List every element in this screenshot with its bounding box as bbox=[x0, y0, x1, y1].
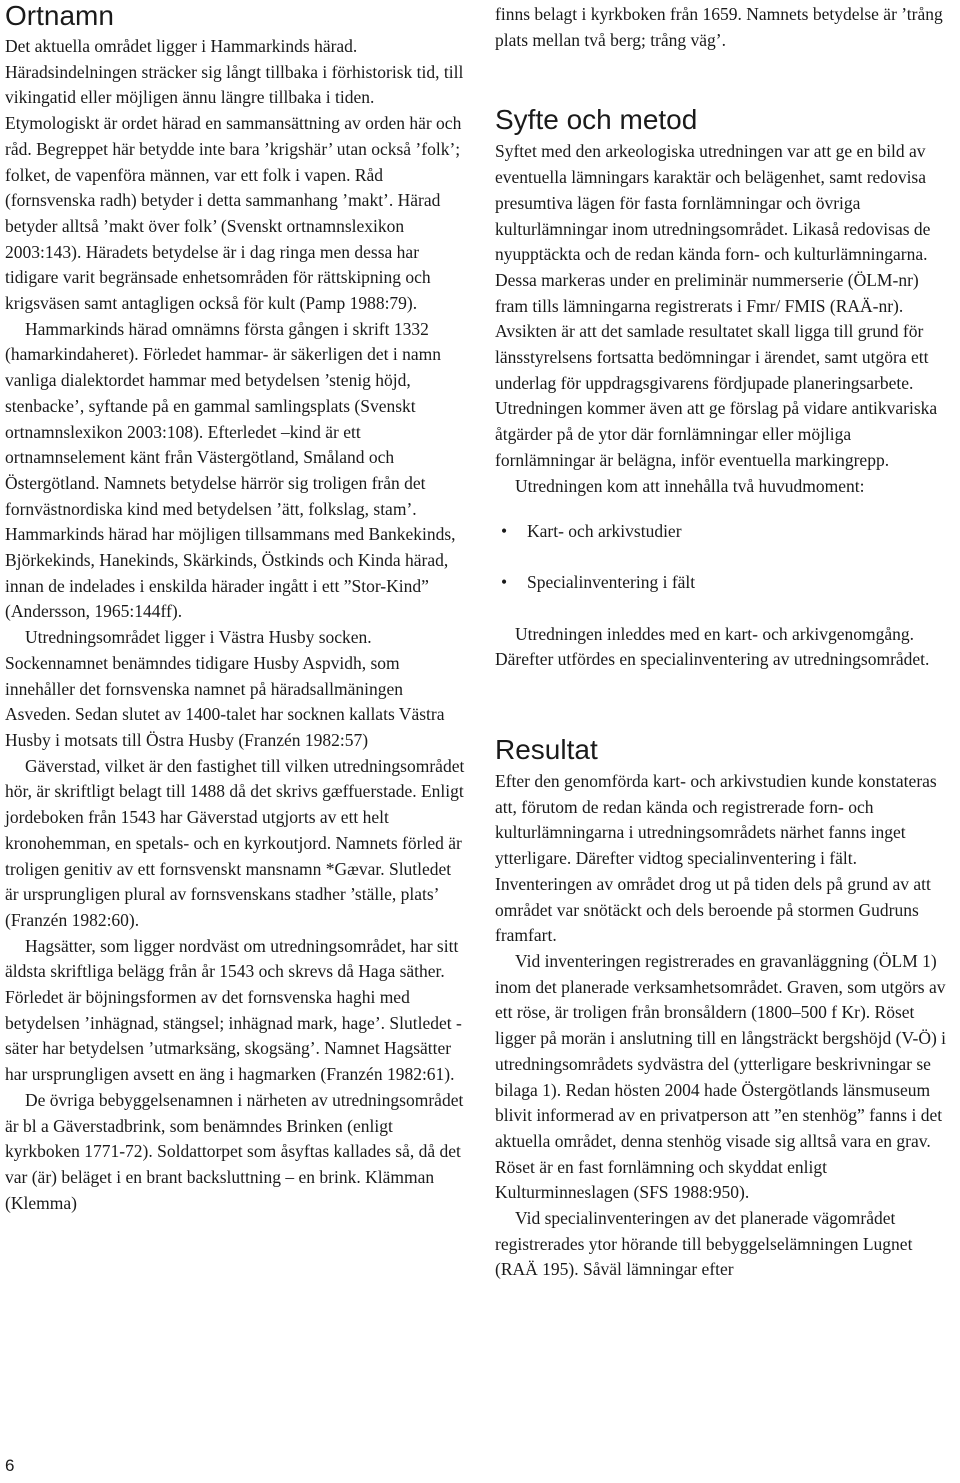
bullet-list bbox=[495, 519, 955, 595]
paragraph-resultat-1: Efter den genomförda kart- och arkivstudien kunde konstateras att, förutom de redan kända och registrerade forn- och kulturlämningarna i utredningsområdets närhet fanns inget ytterligare. Därefter vidtog specialinventering i fält. Inventeringen av området drog ut på tiden dels på grund av att området var snötäckt och dels beroende på stormen Gudruns framfart. bbox=[495, 771, 937, 946]
bullet-item bbox=[495, 519, 955, 545]
paragraph-continuation: finns belagt i kyrkboken från 1659. Namnets betydelse är ’trång plats mellan två berg; trång väg’. bbox=[495, 4, 943, 50]
heading-syfte-och-metod: Syfte och metod bbox=[495, 104, 698, 136]
paragraph-harad: Det aktuella området ligger i Hammarkinds härad. Häradsindelningen sträcker sig långt tillbaka i förhistorisk tid, till vikingatid eller möjligen ännu längre tillbaka i tiden. Etymologiskt är ordet härad en sammansättning av orden här och råd. Begreppet här betydde inte bara ’krigshär’ utan också ’folk’; folket, de vapenföra männen, var ett folk i vapen. Råd (fornsvenska radh) betyder i detta sammanhang ’makt’. Härad betyder alltså ’makt över folk’ (Svenskt ortnamnslexikon 2003:143). Häradets betydelse är i dag ringa men dessa har tidigare varit begränsade enhetsområden för rättskipning och krigsväsen samt antagligen också för kult (Pamp 1988:79). bbox=[5, 36, 464, 314]
page-number: 6 bbox=[5, 1456, 15, 1475]
bullet-label: Kart- och arkivstudier bbox=[527, 521, 682, 542]
paragraph-utredningen-inleddes: Utredningen inleddes med en kart- och arkivgenomgång. Därefter utfördes en specialinventering av utredningsområdet. bbox=[495, 623, 930, 670]
left-column bbox=[5, 0, 467, 1216]
paragraph-bebyggelsenamn: De övriga bebyggelsenamnen i närheten av utredningsområdet är bl a Gäverstadbrink, som benämndes Brinken (enligt kyrkboken 1771-72). Soldattorpet som åsyftas kallades så, då det var (är) beläget i en brant backsluttning – en brink. Klämman (Klemma) bbox=[5, 1089, 464, 1213]
paragraph-gaverstad: Gäverstad, vilket är den fastighet till vilken utredningsområdet hör, är skriftligt belagt till 1488 då det skrivs gæffuerstade. Enligt jordeboken från 1543 har Gäverstad utgjorts av ett helt kronohemman, en spetals- och en kyrkoutjord. Namnets förled är troligen genitiv av ett fornsvenskt mansnamn *Gævar. Slutledet är ursprungligen plural av fornsvenskans stadher ’ställe, plats’ (Franzén 1982:60). bbox=[5, 755, 465, 930]
bullet-icon: • bbox=[501, 521, 508, 542]
paragraph-hagsatter: Hagsätter, som ligger nordväst om utredningsområdet, har sitt äldsta skriftliga belägg från år 1543 och skrevs då Haga säther. Förledet är böjningsformen av det fornsvenska haghi med betydelsen ’inhägnad, stängsel; inhägnad mark, hage’. Slutledet -säter har betydelsen ’utmarksäng, skogsäng’. Namnet Hagsätter har ursprungligen avsett en äng i hagmarken (Franzén 1982:61). bbox=[5, 935, 462, 1085]
paragraph-hammarkind: Hammarkinds härad omnämns första gången i skrift 1332 (hamarkindaheret). Förledet hammar- är säkerligen det i namn vanliga dialektordet hammar med betydelsen ’stenig höjd, stenbacke’, syftande på en gammal samlingsplats (Svenskt ortnamnslexikon 2003:108). Efterledet –kind är ett ortnamnselement känt från Västergötland, Småland och Östergötland. Namnets betydelse härrör sig troligen från det fornvästnordiska kind med betydelsen ’ätt, folkslag, stam’. Hammarkinds härad har möjligen tillsammans med Bankekinds, Björkekinds, Hanekinds, Skärkinds, Östkinds och Kinda härad, innan de indelades i enskilda härader ingått i ett ”Stor-Kind” (Andersson, 1965:144ff). bbox=[5, 318, 456, 622]
paragraph-resultat-3: Vid specialinventeringen av det planerade vägområdet registrerades ytor hörande till bebyggelselämningen Lugnet (RAÄ 195). Såväl lämningar efter bbox=[495, 1208, 913, 1280]
bullet-icon: • bbox=[501, 571, 508, 592]
paragraph-syfte: Syftet med den arkeologiska utredningen var att ge en bild av eventuella lämningars karaktär och belägenhet, samt redovisa presumtiva lägen för fasta fornlämningar och övriga kulturlämningar inom utredningsområdet. Likaså redovisas de nyupptäckta och de redan kända forn- och kulturlämningarna. Dessa markeras under en preliminär nummerserie (ÖLM-nr) fram tills lämningarna registrerats i Fmr/ FMIS (RAÄ-nr). Avsikten är att det samlade resultatet skall ligga till grund för länsstyrelsens fortsatta bedömningar i ärendet, samt utgöra ett underlag för uppdragsgivarens fördjupade planeringsarbete. Utredningen kommer även att ge förslag på vidare antikvariska åtgärder på de ytor där fornlämningar eller möjliga fornlämningar är belägna, inför eventuella markingrepp. bbox=[495, 141, 938, 470]
bullet-label: Specialinventering i fält bbox=[527, 571, 696, 592]
heading-ortnamn: Ortnamn bbox=[5, 0, 114, 31]
paragraph-huvudmoment: Utredningen kom att innehålla två huvudmoment: bbox=[515, 475, 865, 496]
paragraph-vastra-husby: Utredningsområdet ligger i Västra Husby socken. Sockennamnet benämndes tidigare Husby Aspvidh, som innehåller det fornsvenska namnet på häradsallmäningen Asveden. Sedan slutet av 1400-talet har socknen kallats Västra Husby i motsats till Östra Husby (Franzén 1982:57) bbox=[5, 627, 445, 750]
heading-resultat: Resultat bbox=[495, 734, 598, 766]
right-column bbox=[495, 0, 955, 1283]
bullet-item bbox=[495, 570, 955, 596]
paragraph-resultat-2: Vid inventeringen registrerades en gravanläggning (ÖLM 1) inom det planerade verksamhetsområdet. Graven, som utgörs av ett röse, är troligen från bronsåldern (1800–500 f Kr). Röset ligger på morän i anslutning till en långsträckt bergshöjd (V-Ö) i utredningsområdets sydvästra del (ytterligare beskrivningar se bilaga 1). Redan hösten 2004 hade Östergötlands länsmuseum blivit informerad av en privatperson att ”en stenhög” fanns i det aktuella området, denna stenhög visade sig alltså vara en grav. Röset är en fast fornlämning och skyddat enligt Kulturminneslagen (SFS 1988:950). bbox=[495, 950, 947, 1203]
